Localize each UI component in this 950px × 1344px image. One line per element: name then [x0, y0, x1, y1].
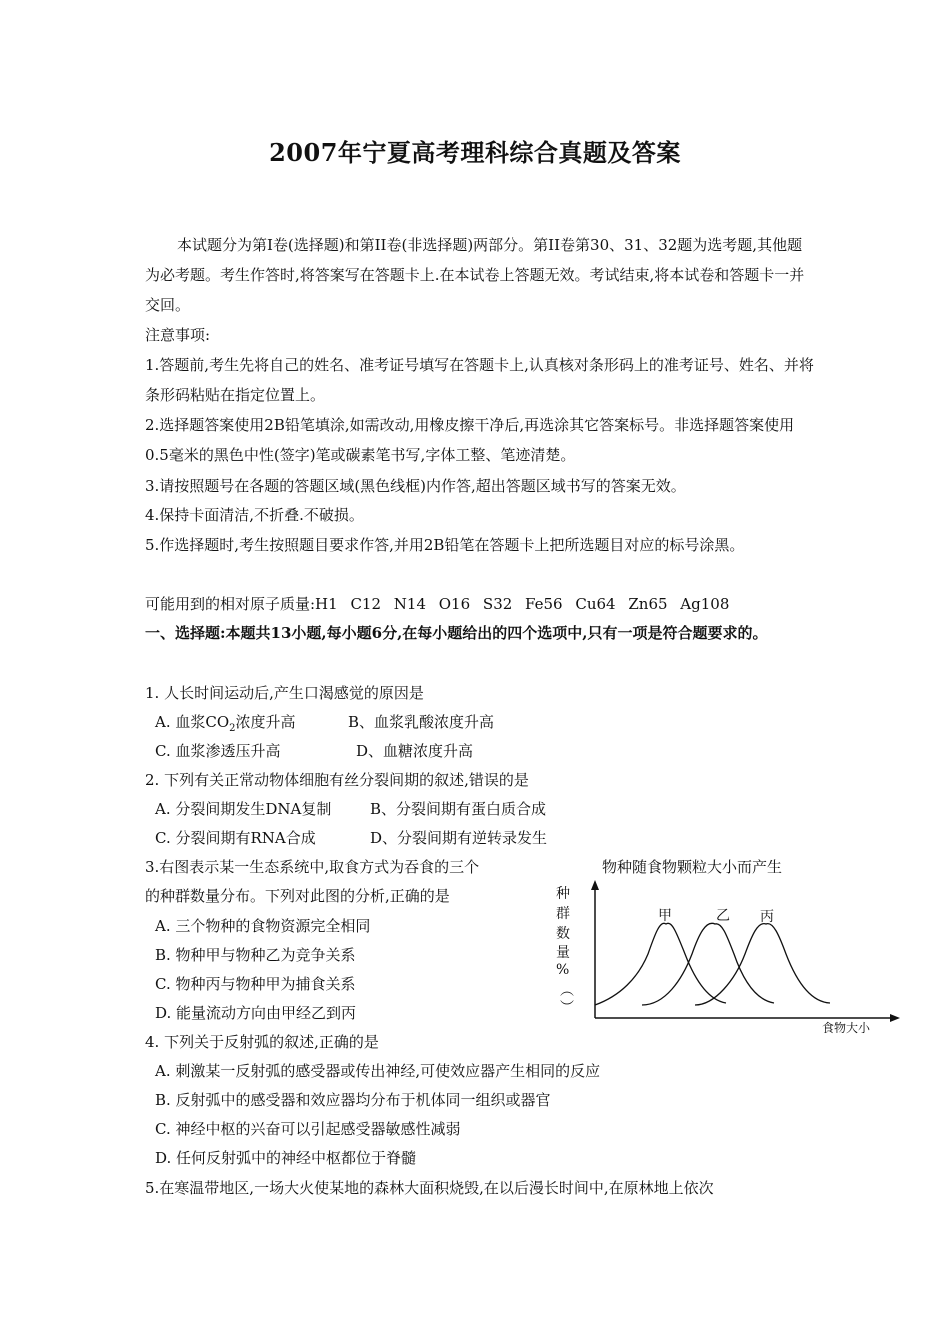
q2-option-a: A. 分裂间期发生DNA复制 [155, 800, 332, 818]
q2-stem: 2. 下列有关正常动物体细胞有丝分裂间期的叙述,错误的是 [145, 771, 529, 789]
label-bing: 丙 [760, 909, 774, 925]
q3-stem-line1: 3.右图表示某一生态系统中,取食方式为吞食的三个 [145, 858, 480, 876]
curve-jia [595, 923, 726, 1005]
q1-stem: 1. 人长时间运动后,产生口渴感觉的原因是 [145, 684, 424, 702]
x-axis-label: 食物大小 [822, 1021, 871, 1035]
q3-option-c: C. 物种丙与物种甲为捕食关系 [155, 975, 356, 993]
y-axis-char: ︶ [560, 1000, 574, 1016]
atomic-masses: 可能用到的相对原子质量:H1 C12 N14 O16 S32 Fe56 Cu64 Zn65 Ag108 [145, 595, 730, 613]
q4-option-b: B. 反射弧中的感受器和效应器均分布于机体同一组织或器官 [155, 1091, 551, 1109]
q3-option-b: B. 物种甲与物种乙为竞争关系 [155, 946, 356, 964]
label-jia: 甲 [658, 908, 672, 924]
q3-stem-line2: 的种群数量分布。下列对此图的分析,正确的是 [145, 887, 450, 905]
q2-option-b: B、分裂间期有蛋白质合成 [370, 800, 547, 818]
notice-2: 2.选择题答案使用2B铅笔填涂,如需改动,用橡皮擦干净后,再选涂其它答案标号。非选择题答案使用0.5毫米的黑色中性(签字)笔或碳素笔书写,字体工整、笔迹清楚。 [145, 416, 795, 464]
species-distribution-figure [550, 850, 910, 1045]
y-axis-arrow [591, 880, 599, 890]
y-axis-char: 群 [556, 906, 570, 922]
q2-option-d: D、分裂间期有逆转录发生 [370, 829, 548, 847]
y-axis-char: % [556, 962, 570, 978]
q1-option-c: C. 血浆渗透压升高 [155, 742, 281, 760]
page-title: 2007年宁夏高考理科综合真题及答案 [269, 138, 681, 167]
q3-option-a: A. 三个物种的食物资源完全相同 [155, 917, 371, 935]
q4-option-c: C. 神经中枢的兴奋可以引起感受器敏感性减弱 [155, 1120, 461, 1138]
q2-option-c: C. 分裂间期有RNA合成 [155, 829, 316, 847]
notice-4: 4.保持卡面清洁,不折叠.不破损。 [145, 506, 364, 524]
notice-5: 5.作选择题时,考生按照题目要求作答,并用2B铅笔在答题卡上把所选题目对应的标号涂黑。 [145, 536, 745, 554]
q4-option-d: D. 任何反射弧中的神经中枢都位于脊髓 [155, 1149, 417, 1167]
section-heading: 一、选择题:本题共13小题,每小题6分,在每小题给出的四个选项中,只有一项是符合题要求的。 [145, 624, 768, 642]
x-axis-arrow [890, 1014, 900, 1022]
q4-stem: 4. 下列关于反射弧的叙述,正确的是 [145, 1033, 379, 1051]
y-axis-char: 种 [556, 886, 570, 902]
label-yi: 乙 [716, 908, 730, 924]
intro-paragraph: 本试题分为第Ⅰ卷(选择题)和第II卷(非选择题)两部分。第II卷第30、31、32题为选考题,其他题为必考题。考生作答时,将答案写在答题卡上.在本试卷上答题无效。考试结束,将本试卷和答题卡一并交回。 [145, 236, 805, 314]
figure-caption: 物种随食物颗粒大小而产生 [602, 858, 783, 876]
q5-stem: 5.在寒温带地区,一场大火使某地的森林大面积烧毁,在以后漫长时间中,在原林地上依次 [145, 1179, 714, 1197]
notice-1: 1.答题前,考生先将自己的姓名、准考证号填写在答题卡上,认真核对条形码上的准考证号、姓名、并将条形码粘贴在指定位置上。 [145, 356, 814, 404]
y-axis-char: ︵ [560, 983, 574, 999]
q4-option-a: A. 刺激某一反射弧的感受器或传出神经,可使效应器产生相同的反应 [155, 1062, 601, 1080]
q1-option-d: D、血糖浓度升高 [356, 742, 474, 760]
y-axis-char: 量 [556, 945, 570, 961]
q1-option-a: A. 血浆$CO_2$浓度升高 [155, 713, 296, 734]
q1-option-b: B、血浆乳酸浓度升高 [348, 713, 495, 731]
curve-bing [695, 924, 830, 1005]
notice-3: 3.请按照题号在各题的答题区域(黑色线框)内作答,超出答题区域书写的答案无效。 [145, 477, 686, 495]
notice-heading: 注意事项: [145, 326, 211, 344]
q3-option-d: D. 能量流动方向由甲经乙到丙 [155, 1004, 357, 1022]
y-axis-char: 数 [556, 926, 570, 942]
